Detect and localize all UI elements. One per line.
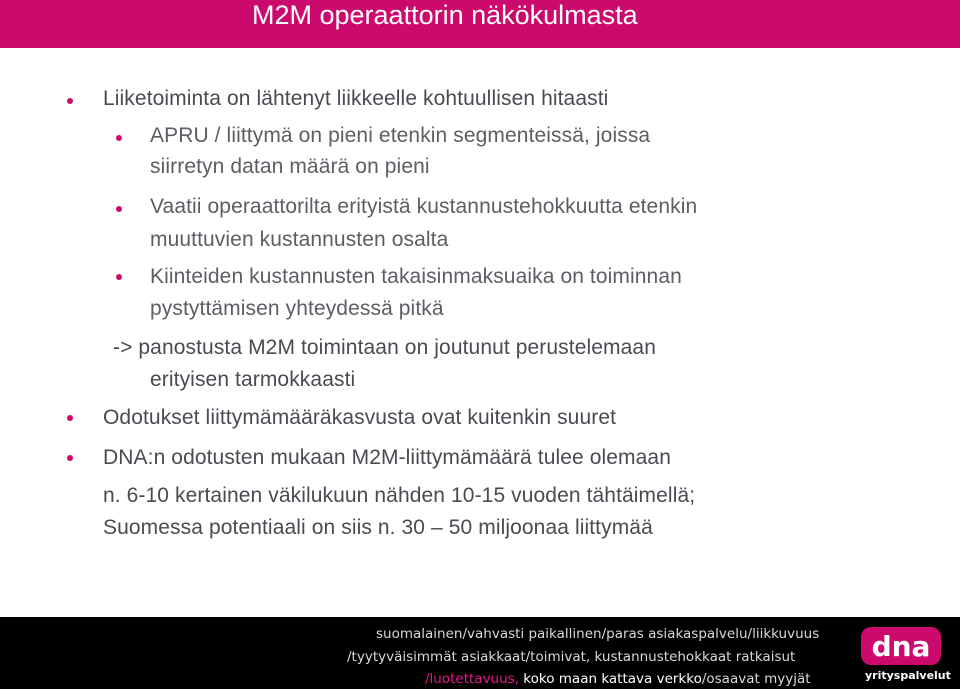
footer-emphasis: koko maan kattava verkko (519, 671, 702, 687)
bullet-text: Liiketoiminta on lähtenyt liikkeelle kohtuullisen hitaasti (103, 87, 609, 110)
footer-highlight: /luotettavuus, (425, 671, 519, 687)
bullet-text-continued: n. 6-10 kertainen väkilukuun nähden 10-15 vuoden tähtäimellä; (103, 484, 696, 507)
footer-banner (0, 617, 960, 689)
footer-text: /osaavat myyjät (701, 671, 811, 687)
logo-wordmark: dna (871, 630, 931, 663)
note-text-continued: erityisen tarmokkaasti (150, 368, 356, 391)
slide-title: M2M operaattorin näkökulmasta (252, 0, 638, 30)
footer-slogan-line (425, 669, 811, 689)
bullet-dot (116, 206, 122, 212)
dna-logo-mark (851, 621, 951, 671)
dna-logo (851, 621, 951, 687)
title-bar (0, 0, 960, 48)
bullet-text-continued: pystyttämisen yhteydessä pitkä (150, 297, 444, 320)
logo-subtitle: yrityspalvelut (865, 669, 951, 682)
bullet-text: Kiinteiden kustannusten takaisinmaksuaika on toiminnan (150, 265, 682, 288)
bullet-text: DNA:n odotusten mukaan M2M-liittymämäärä tulee olemaan (103, 446, 671, 469)
bullet-text: APRU / liittymä on pieni etenkin segmenteissä, joissa (150, 124, 651, 147)
bullet-text-continued: muuttuvien kustannusten osalta (150, 228, 449, 251)
bullet-dot (67, 415, 73, 421)
bullet-dot (67, 98, 73, 104)
footer-slogan-line: suomalainen/vahvasti paikallinen/paras asiakaspalvelu/liikkuvuus (376, 626, 820, 642)
bullet-dot (67, 455, 73, 461)
bullet-text: Odotukset liittymämääräkasvusta ovat kuitenkin suuret (103, 406, 617, 429)
bullet-text-continued: siirretyn datan määrä on pieni (150, 155, 430, 178)
note-text: -> panostusta M2M toimintaan on joutunut perustelemaan (113, 336, 656, 359)
bullet-text-continued: Suomessa potentiaali on siis n. 30 – 50 miljoonaa liittymää (103, 516, 653, 539)
bullet-text: Vaatii operaattorilta erityistä kustannustehokkuutta etenkin (150, 195, 698, 218)
bullet-dot (116, 274, 122, 280)
bullet-dot (116, 135, 122, 141)
footer-slogan-line: /tyytyväisimmät asiakkaat/toimivat, kustannustehokkaat ratkaisut (347, 649, 796, 665)
